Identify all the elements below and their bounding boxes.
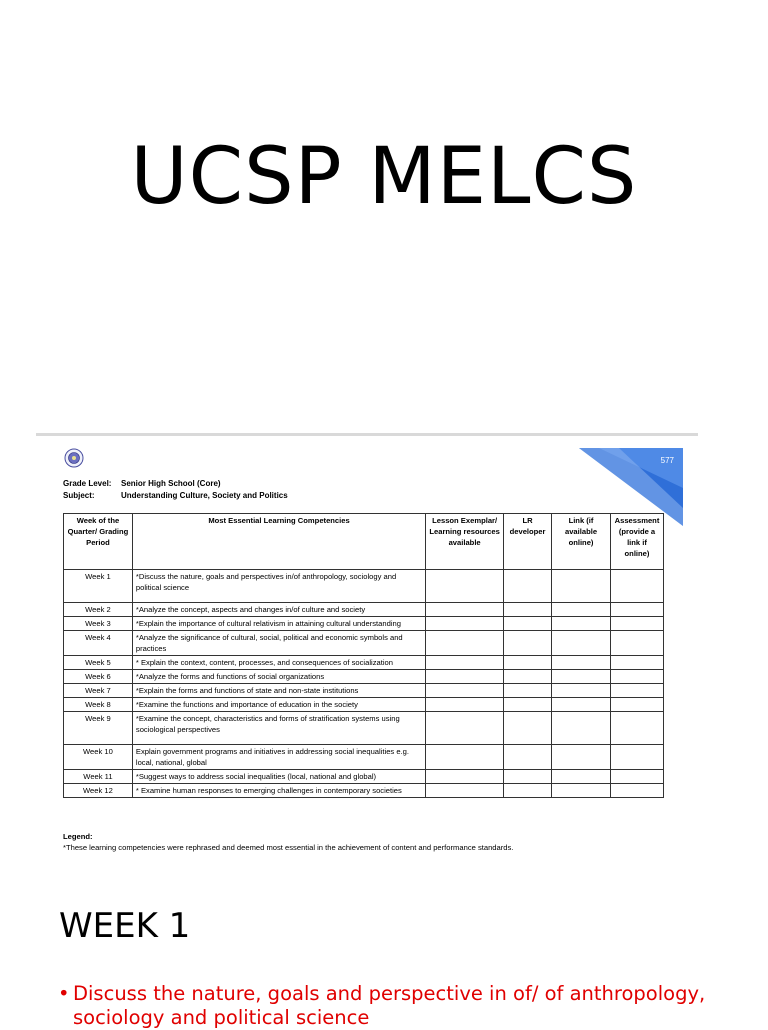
empty-cell (610, 631, 663, 656)
empty-cell (426, 698, 504, 712)
empty-cell (426, 784, 504, 798)
week-cell: Week 6 (64, 670, 133, 684)
competency-cell: Explain government programs and initiatives in addressing social inequalities e.g. local, national, global (132, 745, 425, 770)
empty-cell (504, 784, 552, 798)
empty-cell (552, 745, 611, 770)
empty-cell (504, 617, 552, 631)
empty-cell (426, 570, 504, 603)
header-assessment: Assessment (provide a link if online) (610, 514, 663, 570)
empty-cell (504, 570, 552, 603)
table-row (64, 684, 664, 698)
table-header-row (64, 514, 664, 570)
empty-cell (552, 784, 611, 798)
bullet-dot-icon: • (58, 982, 70, 1005)
list-item (58, 982, 718, 1030)
empty-cell (426, 617, 504, 631)
subject-value: Understanding Culture, Society and Politics (121, 491, 288, 500)
table-row (64, 784, 664, 798)
empty-cell (504, 670, 552, 684)
empty-cell (426, 770, 504, 784)
empty-cell (610, 745, 663, 770)
week-heading: WEEK 1 (59, 906, 191, 946)
competency-cell: *Analyze the concept, aspects and changes in/of culture and society (132, 603, 425, 617)
competency-cell: *Analyze the forms and functions of social organizations (132, 670, 425, 684)
week-cell: Week 2 (64, 603, 133, 617)
empty-cell (504, 603, 552, 617)
week-cell: Week 10 (64, 745, 133, 770)
empty-cell (426, 603, 504, 617)
empty-cell (552, 684, 611, 698)
table-row (64, 656, 664, 670)
competency-cell: * Explain the context, content, processes, and consequences of socialization (132, 656, 425, 670)
legend-text: *These learning competencies were rephrased and deemed most essential in the achievement of content and performance standards. (63, 843, 514, 852)
week-cell: Week 4 (64, 631, 133, 656)
table-row (64, 570, 664, 603)
empty-cell (426, 631, 504, 656)
empty-cell (610, 698, 663, 712)
empty-cell (426, 712, 504, 745)
bullet-text: Discuss the nature, goals and perspective in of/ of anthropology, sociology and political science (73, 982, 706, 1029)
table-row (64, 745, 664, 770)
competency-cell: *Discuss the nature, goals and perspectives in/of anthropology, sociology and political science (132, 570, 425, 603)
competency-cell: *Explain the importance of cultural relativism in attaining cultural understanding (132, 617, 425, 631)
week-cell: Week 11 (64, 770, 133, 784)
competency-cell: *Examine the concept, characteristics and forms of stratification systems using sociological perspectives (132, 712, 425, 745)
empty-cell (552, 656, 611, 670)
legend (63, 831, 513, 853)
week-cell: Week 9 (64, 712, 133, 745)
competency-cell: *Suggest ways to address social inequalities (local, national and global) (132, 770, 425, 784)
empty-cell (426, 656, 504, 670)
header-week: Week of the Quarter/ Grading Period (64, 514, 133, 570)
header-lr-developer: LR developer (504, 514, 552, 570)
empty-cell (610, 570, 663, 603)
empty-cell (504, 631, 552, 656)
competency-cell: *Explain the forms and functions of state and non-state institutions (132, 684, 425, 698)
empty-cell (610, 603, 663, 617)
header-competencies: Most Essential Learning Competencies (132, 514, 425, 570)
deped-seal-icon (64, 448, 84, 468)
melc-table (63, 513, 664, 798)
empty-cell (504, 684, 552, 698)
week-cell: Week 8 (64, 698, 133, 712)
empty-cell (426, 745, 504, 770)
empty-cell (552, 770, 611, 784)
melc-document-image (36, 433, 698, 858)
empty-cell (610, 784, 663, 798)
week-cell: Week 5 (64, 656, 133, 670)
empty-cell (610, 656, 663, 670)
empty-cell (504, 698, 552, 712)
grade-level-value: Senior High School (Core) (121, 479, 221, 488)
table-row (64, 617, 664, 631)
empty-cell (552, 670, 611, 684)
empty-cell (504, 656, 552, 670)
empty-cell (610, 617, 663, 631)
competency-cell: * Examine human responses to emerging challenges in contemporary societies (132, 784, 425, 798)
empty-cell (610, 670, 663, 684)
table-row (64, 631, 664, 656)
empty-cell (552, 712, 611, 745)
table-row (64, 670, 664, 684)
empty-cell (426, 684, 504, 698)
empty-cell (610, 770, 663, 784)
empty-cell (504, 712, 552, 745)
empty-cell (552, 631, 611, 656)
slide-title: UCSP MELCS (130, 132, 638, 222)
table-row (64, 603, 664, 617)
table-row (64, 770, 664, 784)
grade-level-line (63, 479, 221, 488)
subject-line (63, 491, 288, 500)
empty-cell (610, 684, 663, 698)
empty-cell (552, 698, 611, 712)
empty-cell (552, 617, 611, 631)
week-cell: Week 1 (64, 570, 133, 603)
legend-label: Legend: (63, 832, 93, 841)
empty-cell (552, 603, 611, 617)
week-cell: Week 7 (64, 684, 133, 698)
empty-cell (552, 570, 611, 603)
competency-cell: *Examine the functions and importance of education in the society (132, 698, 425, 712)
week-cell: Week 12 (64, 784, 133, 798)
empty-cell (504, 770, 552, 784)
empty-cell (504, 745, 552, 770)
week-cell: Week 3 (64, 617, 133, 631)
table-row (64, 712, 664, 745)
empty-cell (610, 712, 663, 745)
header-lesson-exemplar: Lesson Exemplar/ Learning resources available (426, 514, 504, 570)
header-link: Link (if available online) (552, 514, 611, 570)
grade-level-key: Grade Level: (63, 479, 112, 488)
empty-cell (426, 670, 504, 684)
bullet-list (58, 982, 718, 1030)
page-number: 577 (660, 456, 674, 465)
competency-cell: *Analyze the significance of cultural, social, political and economic symbols and practices (132, 631, 425, 656)
table-row (64, 698, 664, 712)
subject-key: Subject: (63, 491, 95, 500)
